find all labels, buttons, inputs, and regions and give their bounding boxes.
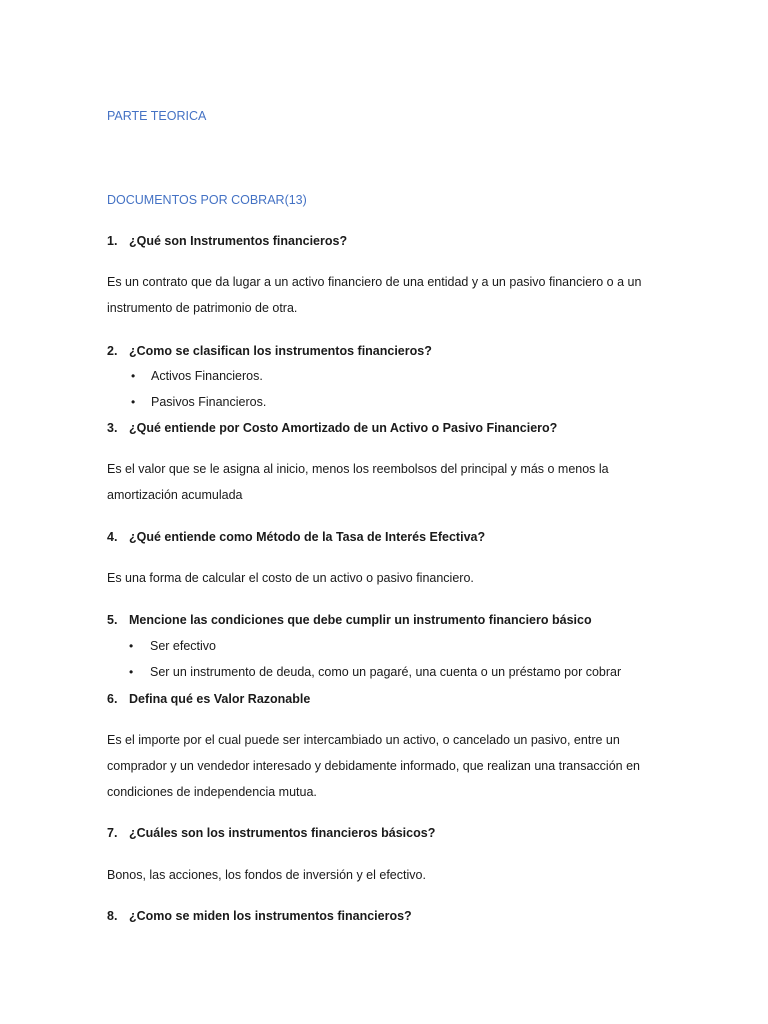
answer-3-line-2: amortización acumulada — [107, 488, 243, 502]
bullet-icon: • — [129, 665, 134, 679]
question-text: Defina qué es Valor Razonable — [129, 692, 311, 706]
question-3 — [107, 420, 557, 436]
answer-6-line-1: Es el importe por el cual puede ser intercambiado un activo, o cancelado un pasivo, entre un — [107, 733, 620, 747]
answer-7-line-1: Bonos, las acciones, los fondos de inversión y el efectivo. — [107, 868, 426, 882]
question-1 — [107, 233, 347, 249]
part-heading: PARTE TEORICA — [107, 109, 207, 123]
question-text: ¿Como se clasifican los instrumentos financieros? — [129, 344, 432, 358]
list-item-text: Ser efectivo — [150, 639, 217, 653]
question-number: 1. — [107, 234, 118, 248]
list-item — [131, 394, 266, 410]
question-text: ¿Qué son Instrumentos financieros? — [129, 234, 348, 248]
list-item — [129, 638, 216, 654]
question-number: 3. — [107, 421, 118, 435]
question-number: 5. — [107, 613, 118, 627]
question-2 — [107, 343, 432, 359]
question-text: ¿Qué entiende como Método de la Tasa de Interés Efectiva? — [129, 530, 486, 544]
question-number: 8. — [107, 909, 118, 923]
answer-1-line-1: Es un contrato que da lugar a un activo financiero de una entidad y a un pasivo financiero o a un — [107, 275, 642, 289]
question-number: 2. — [107, 344, 118, 358]
list-item — [129, 664, 621, 680]
answer-4-line-1: Es una forma de calcular el costo de un activo o pasivo financiero. — [107, 571, 474, 585]
question-text: ¿Qué entiende por Costo Amortizado de un Activo o Pasivo Financiero? — [129, 421, 558, 435]
answer-6-line-2: comprador y un vendedor interesado y debidamente informado, que realizan una transacción en — [107, 759, 640, 773]
list-item-text: Activos Financieros. — [151, 369, 263, 383]
answer-6-line-3: condiciones de independencia mutua. — [107, 785, 317, 799]
list-item-text: Pasivos Financieros. — [151, 395, 267, 409]
bullet-icon: • — [129, 639, 134, 653]
answer-3-line-1: Es el valor que se le asigna al inicio, menos los reembolsos del principal y más o menos la — [107, 462, 609, 476]
question-4 — [107, 529, 485, 545]
list-item — [131, 368, 263, 384]
bullet-icon: • — [131, 395, 136, 409]
question-text: ¿Como se miden los instrumentos financieros? — [129, 909, 412, 923]
question-text: Mencione las condiciones que debe cumplir un instrumento financiero básico — [129, 613, 592, 627]
bullet-icon: • — [131, 369, 136, 383]
question-6 — [107, 691, 310, 707]
question-number: 7. — [107, 826, 118, 840]
list-item-text: Ser un instrumento de deuda, como un pagaré, una cuenta o un préstamo por cobrar — [150, 665, 622, 679]
question-number: 6. — [107, 692, 118, 706]
question-text: ¿Cuáles son los instrumentos financieros básicos? — [129, 826, 436, 840]
answer-1-line-2: instrumento de patrimonio de otra. — [107, 301, 298, 315]
question-number: 4. — [107, 530, 118, 544]
section-heading: DOCUMENTOS POR COBRAR(13) — [107, 193, 307, 207]
question-8 — [107, 908, 412, 924]
question-7 — [107, 825, 435, 841]
question-5 — [107, 612, 592, 628]
